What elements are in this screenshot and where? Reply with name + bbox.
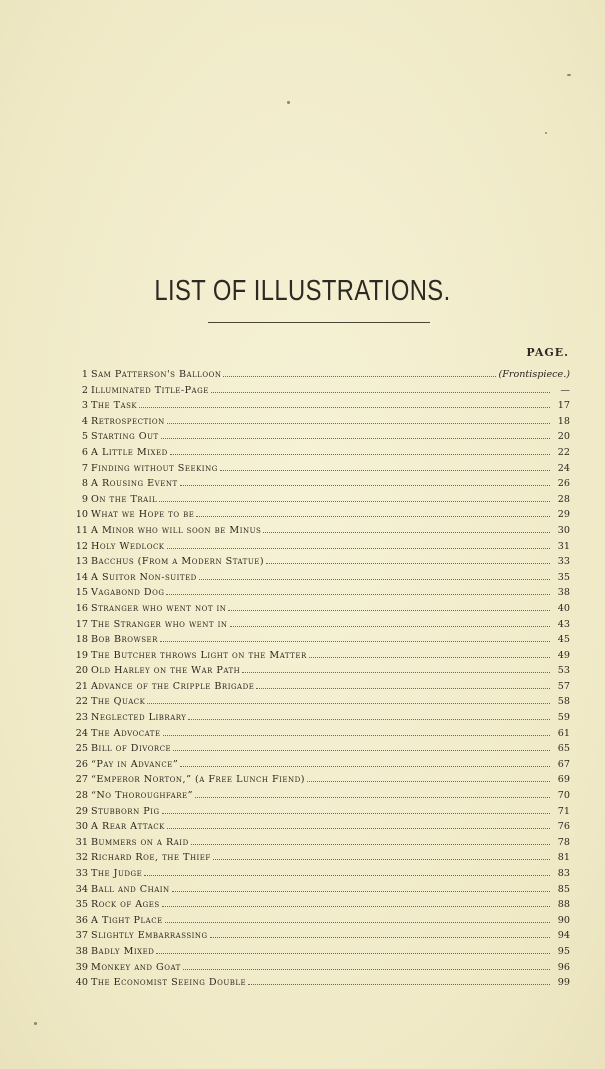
item-title: The Economist Seeing Double — [91, 977, 247, 989]
list-item — [72, 913, 570, 929]
item-page-number: 35 — [557, 571, 570, 583]
item-title: Stranger who went not in — [91, 602, 227, 614]
dot-leader — [161, 429, 550, 439]
dot-leader — [166, 585, 550, 595]
item-number: 30 — [75, 821, 88, 833]
dot-leader — [199, 570, 550, 580]
item-page-number: 99 — [557, 977, 570, 989]
item-title: Retrospection — [91, 415, 165, 427]
item-title: Slightly Embarrassing — [91, 930, 208, 942]
item-number: 31 — [75, 836, 88, 848]
item-number: 4 — [81, 415, 88, 427]
item-number: 3 — [81, 400, 88, 412]
item-page-number: 33 — [557, 556, 570, 568]
item-number: 37 — [75, 930, 88, 942]
item-number: 33 — [75, 868, 88, 879]
dot-leader — [213, 850, 550, 860]
item-number: 32 — [75, 852, 88, 864]
item-number: 35 — [75, 899, 88, 911]
dot-leader — [256, 679, 550, 689]
item-page-number: 29 — [557, 509, 570, 521]
dot-leader — [228, 601, 550, 611]
illustrations-list — [72, 367, 570, 991]
dot-leader — [159, 492, 550, 502]
title-rule — [208, 322, 430, 323]
dot-leader — [144, 866, 550, 876]
item-page-number: 38 — [557, 587, 570, 599]
item-number: 18 — [75, 634, 88, 646]
list-item — [72, 975, 570, 991]
item-number: 10 — [75, 509, 88, 521]
item-page-number: 18 — [557, 415, 570, 427]
item-number: 24 — [75, 727, 88, 739]
list-item — [72, 928, 570, 944]
item-title: The Quack — [91, 696, 146, 708]
item-page-number: 28 — [557, 493, 570, 505]
item-page-number: 45 — [557, 634, 570, 646]
item-number: 19 — [75, 649, 88, 661]
item-title: Finding without Seeking — [91, 462, 218, 474]
item-title: A Suitor Non-suited — [91, 571, 197, 583]
list-item — [72, 710, 570, 726]
item-page-number: 20 — [557, 431, 570, 443]
dot-leader — [172, 882, 550, 892]
item-number: 29 — [75, 805, 88, 817]
dot-leader — [163, 726, 550, 736]
item-page-number: 67 — [557, 758, 570, 770]
item-page-number: 70 — [557, 790, 570, 802]
item-title: The Butcher throws Light on the Matter — [91, 649, 307, 661]
dot-leader — [223, 367, 496, 377]
dot-leader — [183, 960, 550, 970]
item-number: 15 — [75, 587, 88, 599]
item-title: Illuminated Title-Page — [91, 384, 209, 396]
dot-leader — [210, 928, 550, 938]
item-title: Bummers on a Raid — [91, 836, 189, 848]
item-number: 11 — [75, 524, 88, 536]
list-item — [72, 882, 570, 898]
list-item — [72, 523, 570, 539]
list-item — [72, 617, 570, 633]
item-title: Holy Wedlock — [91, 540, 165, 552]
list-item — [72, 679, 570, 695]
item-title: The Judge — [91, 868, 143, 879]
item-title: A Little Mixed — [91, 446, 168, 458]
item-title: The Task — [91, 400, 138, 412]
item-page-number: 24 — [557, 462, 570, 474]
list-item — [72, 960, 570, 976]
item-page-number: 94 — [557, 930, 570, 942]
dot-leader — [230, 617, 550, 627]
item-page-number: 43 — [557, 618, 570, 630]
item-page-number: 65 — [557, 743, 570, 755]
item-page-number: 31 — [557, 540, 570, 552]
item-title: Monkey and Goat — [91, 961, 181, 973]
list-item — [72, 429, 570, 445]
list-item — [72, 492, 570, 508]
dot-leader — [191, 835, 550, 845]
item-title: Bacchus (From a Modern Statue) — [91, 556, 265, 568]
item-number: 22 — [75, 696, 88, 708]
item-title: Advance of the Cripple Brigade — [91, 680, 255, 692]
item-number: 36 — [75, 914, 88, 926]
item-page-number: 69 — [557, 774, 570, 786]
dot-leader — [220, 461, 550, 471]
dot-leader — [160, 632, 550, 642]
list-item — [72, 726, 570, 742]
item-title: A Minor who will soon be Minus — [91, 524, 262, 536]
item-number: 25 — [75, 743, 88, 755]
item-title: Badly Mixed — [91, 945, 155, 957]
list-item — [72, 866, 570, 882]
dot-leader — [180, 476, 550, 486]
dot-leader — [162, 804, 550, 814]
item-title: On the Trail — [91, 493, 158, 505]
item-page-number: 59 — [557, 712, 570, 724]
dot-leader — [170, 445, 550, 455]
item-number: 40 — [75, 977, 88, 989]
list-item — [72, 476, 570, 492]
item-page-number: 71 — [557, 805, 570, 817]
dot-leader — [167, 819, 550, 829]
paper-speck — [545, 132, 547, 134]
list-item — [72, 804, 570, 820]
dot-leader — [307, 772, 550, 782]
item-number: 21 — [75, 680, 88, 692]
list-item — [72, 944, 570, 960]
dot-leader — [165, 913, 550, 923]
item-number: 13 — [75, 556, 88, 568]
list-item — [72, 398, 570, 414]
dot-leader — [167, 414, 550, 424]
item-number: 20 — [75, 665, 88, 677]
paper-speck — [567, 74, 571, 76]
dot-leader — [195, 788, 550, 798]
list-item — [72, 897, 570, 913]
item-title: A Tight Place — [91, 914, 163, 926]
list-item — [72, 554, 570, 570]
list-item — [72, 601, 570, 617]
item-title: “Emperor Norton,” (a Free Lunch Fiend) — [91, 774, 306, 786]
list-item — [72, 757, 570, 773]
dot-leader — [196, 507, 550, 517]
paper-speck — [34, 1022, 37, 1025]
dot-leader — [266, 554, 550, 564]
list-item — [72, 367, 570, 383]
item-page-number: 96 — [557, 961, 570, 973]
item-page-number: 26 — [557, 478, 570, 490]
item-number: 6 — [81, 446, 88, 458]
item-number: 39 — [75, 961, 88, 973]
list-item — [72, 850, 570, 866]
item-page-number: 49 — [557, 649, 570, 661]
dot-leader — [156, 944, 550, 954]
list-item — [72, 648, 570, 664]
dot-leader — [309, 648, 550, 658]
list-item — [72, 772, 570, 788]
list-item — [72, 383, 570, 399]
item-page-number: 58 — [557, 696, 570, 708]
item-title: A Rousing Event — [91, 478, 178, 490]
list-item — [72, 741, 570, 757]
list-item — [72, 507, 570, 523]
item-page-number: 95 — [557, 945, 570, 957]
item-page-number: 76 — [557, 821, 570, 833]
dot-leader — [248, 975, 550, 985]
list-item — [72, 461, 570, 477]
item-number: 28 — [75, 790, 88, 802]
item-page-number: 85 — [557, 883, 570, 895]
item-number: 7 — [81, 462, 88, 474]
list-item — [72, 835, 570, 851]
item-title: “Pay in Advance” — [91, 758, 179, 770]
item-number: 14 — [75, 571, 88, 583]
item-number: 1 — [81, 369, 88, 380]
list-item — [72, 585, 570, 601]
item-number: 34 — [75, 883, 88, 895]
dot-leader — [188, 710, 550, 720]
item-page-number: 83 — [557, 868, 570, 879]
list-item — [72, 694, 570, 710]
dot-leader — [173, 741, 550, 751]
item-page-number: 81 — [557, 852, 570, 864]
item-title: “No Thoroughfare” — [91, 790, 194, 802]
item-page-number: 53 — [557, 665, 570, 677]
item-title: The Stranger who went in — [91, 618, 228, 630]
item-title: Ball and Chain — [91, 883, 170, 895]
item-page-number: 17 — [557, 400, 570, 412]
item-number: 17 — [75, 618, 88, 630]
item-title: Stubborn Pig — [91, 805, 160, 817]
dot-leader — [263, 523, 550, 533]
list-item — [72, 632, 570, 648]
page-column-header: PAGE. — [526, 346, 569, 359]
item-title: Richard Roe, the Thief — [91, 852, 211, 864]
page-title: LIST OF ILLUSTRATIONS. — [154, 275, 451, 308]
item-page-number: 61 — [557, 727, 570, 739]
item-title: Starting Out — [91, 431, 159, 443]
item-number: 8 — [81, 478, 88, 490]
item-title: Vagabond Dog — [91, 587, 165, 599]
item-title: Bill of Divorce — [91, 743, 172, 755]
list-item — [72, 788, 570, 804]
dot-leader — [180, 757, 550, 767]
item-page-number: (Frontispiece.) — [498, 369, 570, 380]
item-page-number: 88 — [557, 899, 570, 911]
item-number: 38 — [75, 945, 88, 957]
dot-leader — [147, 694, 550, 704]
item-page-number: 90 — [557, 914, 570, 926]
item-page-number: 78 — [557, 836, 570, 848]
item-number: 26 — [75, 758, 88, 770]
dot-leader — [162, 897, 550, 907]
item-number: 16 — [75, 602, 88, 614]
item-title: Rock of Ages — [91, 899, 160, 911]
item-title: Sam Patterson's Balloon — [91, 369, 222, 380]
item-title: The Advocate — [91, 727, 161, 739]
item-title: What we Hope to be — [91, 509, 195, 521]
item-number: 27 — [75, 774, 88, 786]
item-number: 12 — [75, 540, 88, 552]
item-page-number: — — [560, 384, 570, 396]
dot-leader — [211, 383, 550, 393]
item-title: A Rear Attack — [91, 821, 165, 833]
item-number: 2 — [81, 384, 88, 396]
dot-leader — [167, 539, 550, 549]
list-item — [72, 819, 570, 835]
dot-leader — [242, 663, 550, 673]
item-number: 5 — [81, 431, 88, 443]
item-title: Bob Browser — [91, 634, 158, 646]
item-page-number: 40 — [557, 602, 570, 614]
item-page-number: 57 — [557, 680, 570, 692]
item-number: 23 — [75, 712, 88, 724]
list-item — [72, 539, 570, 555]
dot-leader — [139, 398, 550, 408]
paper-speck — [287, 101, 290, 104]
item-number: 9 — [81, 493, 88, 505]
list-item — [72, 663, 570, 679]
item-page-number: 30 — [557, 524, 570, 536]
list-item — [72, 445, 570, 461]
list-item — [72, 414, 570, 430]
item-page-number: 22 — [557, 446, 570, 458]
list-item — [72, 570, 570, 586]
item-title: Old Harley on the War Path — [91, 665, 241, 677]
item-title: Neglected Library — [91, 712, 187, 724]
